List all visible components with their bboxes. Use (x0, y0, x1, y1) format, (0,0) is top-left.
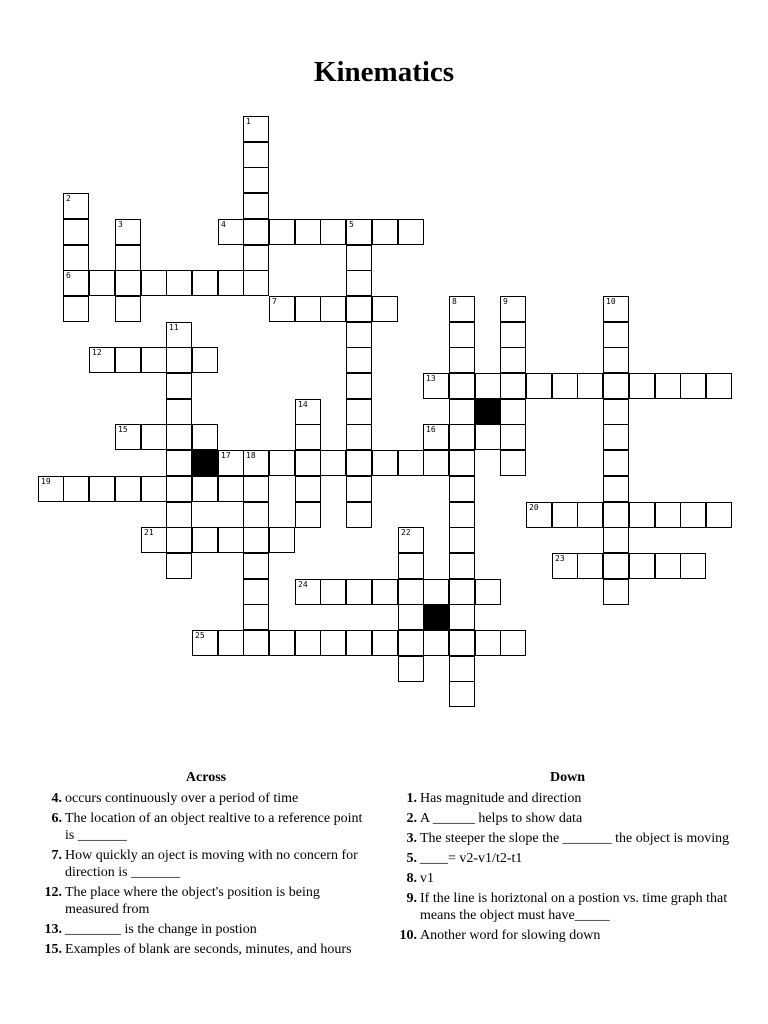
crossword-cell[interactable] (552, 373, 578, 399)
crossword-cell[interactable] (398, 656, 424, 682)
crossword-cell[interactable] (115, 270, 141, 296)
crossword-cell[interactable] (63, 245, 89, 271)
across-heading: Across (185, 770, 227, 785)
across-clue (40, 921, 372, 938)
crossword-cell[interactable] (475, 373, 501, 399)
crossword-cell[interactable] (372, 219, 398, 245)
crossword-cell[interactable] (115, 424, 141, 450)
crossword-cell[interactable] (449, 296, 475, 322)
across-clue (40, 884, 372, 918)
clue-number: 11 (169, 323, 179, 332)
crossword-cell[interactable] (166, 347, 192, 373)
crossword-cell[interactable] (449, 347, 475, 373)
crossword-cell[interactable] (166, 270, 192, 296)
crossword-cell[interactable] (398, 630, 424, 656)
crossword-cell[interactable] (346, 296, 372, 322)
down-clue (395, 850, 740, 867)
crossword-cell[interactable] (629, 373, 655, 399)
crossword-cell[interactable] (500, 373, 526, 399)
crossword-cell[interactable] (449, 399, 475, 425)
crossword-cell[interactable] (603, 579, 629, 605)
clue-number: 13 (426, 374, 436, 383)
clue-text: occurs continuously over a period of time (65, 791, 299, 806)
crossword-cell[interactable] (398, 527, 424, 553)
clue-number-label: 15. (44, 942, 62, 957)
clue-text: Has magnitude and direction (420, 791, 582, 806)
clue-number: 22 (401, 528, 411, 537)
crossword-cell[interactable] (500, 630, 526, 656)
crossword-cell[interactable] (320, 450, 346, 476)
across-clue (40, 810, 372, 844)
clue-text: A ______ helps to show data (420, 811, 583, 826)
clue-text: v1 (420, 871, 434, 886)
crossword-cell[interactable] (295, 476, 321, 502)
crossword-cell[interactable] (500, 399, 526, 425)
crossword-cell[interactable] (398, 604, 424, 630)
clue-number-label: 3. (406, 831, 417, 846)
crossword-cell[interactable] (680, 373, 706, 399)
crossword-cell[interactable] (63, 296, 89, 322)
crossword-cell[interactable] (218, 630, 244, 656)
crossword-cell[interactable] (192, 424, 218, 450)
clue-number: 10 (606, 297, 616, 306)
clue-number: 25 (195, 631, 205, 640)
crossword-cell[interactable] (346, 270, 372, 296)
crossword-cell[interactable] (295, 450, 321, 476)
crossword-cell[interactable] (423, 373, 449, 399)
crossword-cell[interactable] (449, 322, 475, 348)
crossword-cell[interactable] (115, 296, 141, 322)
down-clue (395, 810, 740, 827)
crossword-cell[interactable] (63, 476, 89, 502)
crossword-cell[interactable] (706, 373, 732, 399)
clue-number: 20 (529, 503, 539, 512)
clue-text: How quickly an oject is moving with no concern for direction is _______ (65, 848, 358, 880)
crossword-cell[interactable] (243, 193, 269, 219)
crossword-cell[interactable] (346, 450, 372, 476)
crossword-cell[interactable] (38, 476, 64, 502)
crossword-cell[interactable] (655, 373, 681, 399)
page-title: Kinematics (313, 56, 455, 88)
crossword-cell[interactable] (320, 630, 346, 656)
clue-number: 15 (118, 425, 128, 434)
crossword-cell[interactable] (192, 630, 218, 656)
crossword-cell[interactable] (243, 527, 269, 553)
crossword-cell[interactable] (346, 424, 372, 450)
crossword-cell[interactable] (577, 373, 603, 399)
crossword-cell[interactable] (423, 630, 449, 656)
clue-number: 9 (503, 297, 508, 306)
clue-number-label: 4. (51, 791, 62, 806)
crossword-cell[interactable] (449, 579, 475, 605)
clue-number-label: 13. (44, 922, 62, 937)
crossword-cell[interactable] (346, 399, 372, 425)
crossword-cell[interactable] (166, 424, 192, 450)
clue-number: 18 (246, 451, 256, 460)
crossword-cell[interactable] (166, 373, 192, 399)
clue-number: 23 (555, 554, 565, 563)
crossword-cell[interactable] (115, 347, 141, 373)
crossword-cell[interactable] (346, 373, 372, 399)
clue-number-label: 8. (406, 871, 417, 886)
crossword-cell[interactable] (552, 502, 578, 528)
clue-number: 2 (66, 194, 71, 203)
crossword-cell[interactable] (141, 347, 167, 373)
clue-number: 6 (66, 271, 71, 280)
crossword-cell[interactable] (603, 347, 629, 373)
crossword-cell[interactable] (449, 604, 475, 630)
clue-number: 8 (452, 297, 457, 306)
crossword-cell[interactable] (295, 219, 321, 245)
crossword-cell[interactable] (346, 579, 372, 605)
clue-text: The place where the object's position is being measured from (65, 885, 320, 917)
crossword-cell[interactable] (192, 476, 218, 502)
crossword-cell[interactable] (603, 502, 629, 528)
down-clue (395, 890, 740, 924)
crossword-cell[interactable] (603, 373, 629, 399)
crossword-cell[interactable] (500, 322, 526, 348)
crossword-cell[interactable] (500, 296, 526, 322)
crossword-cell[interactable] (500, 347, 526, 373)
clue-text: ____= v2-v1/t2-t1 (420, 851, 523, 866)
crossword-cell[interactable] (603, 476, 629, 502)
clue-number: 17 (221, 451, 231, 460)
crossword-cell[interactable] (706, 502, 732, 528)
clue-number: 3 (118, 220, 123, 229)
crossword-cell[interactable] (475, 579, 501, 605)
crossword-cell[interactable] (243, 270, 269, 296)
down-clue (395, 870, 740, 887)
across-clue-list (40, 790, 372, 958)
crossword-cell[interactable] (320, 296, 346, 322)
clue-number-label: 7. (51, 848, 62, 863)
crossword-cell[interactable] (243, 116, 269, 142)
crossword-cell[interactable] (218, 219, 244, 245)
crossword-cell[interactable] (243, 630, 269, 656)
clue-number: 19 (41, 477, 51, 486)
clue-number-label: 10. (399, 928, 417, 943)
crossword-cell[interactable] (449, 630, 475, 656)
crossword-cell[interactable] (115, 219, 141, 245)
across-clue (40, 790, 372, 807)
crossword-cell[interactable] (295, 579, 321, 605)
crossword-cell[interactable] (449, 424, 475, 450)
crossword-cell[interactable] (269, 219, 295, 245)
crossword-cell[interactable] (115, 476, 141, 502)
crossword-cell[interactable] (552, 553, 578, 579)
crossword-cell[interactable] (243, 219, 269, 245)
black-cell (423, 604, 449, 630)
down-clue (395, 830, 740, 847)
crossword-cell[interactable] (603, 450, 629, 476)
crossword-cell[interactable] (192, 527, 218, 553)
crossword-cell[interactable] (166, 527, 192, 553)
crossword-cell[interactable] (680, 502, 706, 528)
crossword-cell[interactable] (243, 476, 269, 502)
crossword-cell[interactable] (372, 579, 398, 605)
crossword-cell[interactable] (115, 245, 141, 271)
crossword-cell[interactable] (475, 424, 501, 450)
crossword-cell[interactable] (449, 681, 475, 707)
crossword-cell[interactable] (680, 553, 706, 579)
clue-number-label: 9. (406, 891, 417, 906)
crossword-cell[interactable] (269, 450, 295, 476)
crossword-cell[interactable] (423, 450, 449, 476)
crossword-cell[interactable] (449, 502, 475, 528)
crossword-cell[interactable] (63, 219, 89, 245)
crossword-cell[interactable] (603, 296, 629, 322)
crossword-cell[interactable] (243, 553, 269, 579)
crossword-cell[interactable] (192, 270, 218, 296)
crossword-cell[interactable] (346, 322, 372, 348)
clue-number: 4 (221, 220, 226, 229)
crossword-cell[interactable] (243, 450, 269, 476)
crossword-cell[interactable] (243, 245, 269, 271)
clue-number: 7 (272, 297, 277, 306)
black-cell (192, 450, 218, 476)
crossword-cell[interactable] (295, 502, 321, 528)
crossword-cell[interactable] (89, 476, 115, 502)
crossword-cell[interactable] (141, 424, 167, 450)
crossword-cell[interactable] (89, 270, 115, 296)
crossword-cell[interactable] (629, 502, 655, 528)
crossword-cell[interactable] (655, 502, 681, 528)
clue-text: Another word for slowing down (420, 928, 601, 943)
crossword-cell[interactable] (166, 476, 192, 502)
crossword-cell[interactable] (577, 553, 603, 579)
crossword-cell[interactable] (243, 604, 269, 630)
crossword-cell[interactable] (449, 553, 475, 579)
crossword-cell[interactable] (63, 270, 89, 296)
across-clue (40, 941, 372, 958)
crossword-cell[interactable] (346, 476, 372, 502)
crossword-cell[interactable] (218, 476, 244, 502)
crossword-cell[interactable] (243, 502, 269, 528)
down-clues (395, 770, 740, 947)
crossword-cell[interactable] (526, 373, 552, 399)
clue-number-label: 6. (51, 811, 62, 826)
crossword-cell[interactable] (449, 450, 475, 476)
clue-number-label: 2. (406, 811, 417, 826)
across-clues (40, 770, 372, 961)
crossword-cell[interactable] (218, 270, 244, 296)
clue-text: Examples of blank are seconds, minutes, and hours (65, 942, 352, 957)
crossword-cell[interactable] (346, 219, 372, 245)
clue-text: The location of an object realtive to a reference point is _______ (65, 811, 363, 843)
crossword-cell[interactable] (218, 527, 244, 553)
clue-number-label: 1. (406, 791, 417, 806)
crossword-cell[interactable] (603, 424, 629, 450)
crossword-cell[interactable] (603, 527, 629, 553)
crossword-cell[interactable] (243, 579, 269, 605)
clue-number-label: 12. (44, 885, 62, 900)
crossword-cell[interactable] (320, 579, 346, 605)
crossword-cell[interactable] (449, 373, 475, 399)
crossword-cell[interactable] (269, 527, 295, 553)
crossword-cell[interactable] (141, 476, 167, 502)
crossword-cell[interactable] (243, 142, 269, 168)
clue-number: 24 (298, 580, 308, 589)
crossword-cell[interactable] (398, 219, 424, 245)
crossword-cell[interactable] (500, 424, 526, 450)
crossword-cell[interactable] (141, 270, 167, 296)
crossword-cell[interactable] (372, 630, 398, 656)
crossword-cell[interactable] (218, 450, 244, 476)
crossword-cell[interactable] (603, 322, 629, 348)
down-clue (395, 927, 740, 944)
crossword-cell[interactable] (141, 527, 167, 553)
crossword-cell[interactable] (295, 296, 321, 322)
clue-number: 12 (92, 348, 102, 357)
crossword-cell[interactable] (269, 296, 295, 322)
down-heading: Down (549, 770, 585, 785)
clue-number: 21 (144, 528, 154, 537)
clue-number: 16 (426, 425, 436, 434)
crossword-cell[interactable] (243, 167, 269, 193)
crossword-cell[interactable] (629, 553, 655, 579)
crossword-cell[interactable] (346, 502, 372, 528)
crossword-cell[interactable] (295, 399, 321, 425)
crossword-cell[interactable] (295, 424, 321, 450)
crossword-cell[interactable] (398, 553, 424, 579)
crossword-cell[interactable] (398, 579, 424, 605)
crossword-cell[interactable] (63, 193, 89, 219)
crossword-cell[interactable] (166, 553, 192, 579)
crossword-cell[interactable] (166, 322, 192, 348)
crossword-cell[interactable] (655, 553, 681, 579)
crossword-cell[interactable] (269, 630, 295, 656)
black-cell (475, 399, 501, 425)
crossword-cell[interactable] (372, 296, 398, 322)
clue-number-label: 5. (406, 851, 417, 866)
clue-text: The steeper the slope the _______ the object is moving (420, 831, 730, 846)
crossword-cell[interactable] (166, 399, 192, 425)
crossword-cell[interactable] (166, 502, 192, 528)
crossword-cell[interactable] (320, 219, 346, 245)
crossword-cell[interactable] (449, 656, 475, 682)
crossword-cell[interactable] (346, 245, 372, 271)
down-clue-list (395, 790, 740, 944)
crossword-cell[interactable] (89, 347, 115, 373)
down-clue (395, 790, 740, 807)
crossword-cell[interactable] (500, 450, 526, 476)
crossword-cell[interactable] (295, 630, 321, 656)
crossword-cell[interactable] (423, 424, 449, 450)
crossword-cell[interactable] (449, 527, 475, 553)
crossword-cell[interactable] (475, 630, 501, 656)
crossword-cell[interactable] (603, 399, 629, 425)
crossword-cell[interactable] (346, 347, 372, 373)
clue-number: 14 (298, 400, 308, 409)
across-clue (40, 847, 372, 881)
crossword-cell[interactable] (449, 476, 475, 502)
crossword-cell[interactable] (577, 502, 603, 528)
crossword-cell[interactable] (398, 450, 424, 476)
clue-number: 5 (349, 220, 354, 229)
crossword-cell[interactable] (603, 553, 629, 579)
clue-text: ________ is the change in postion (65, 922, 257, 937)
clue-text: If the line is horiztonal on a postion vs. time graph that means the object must have_____ (420, 891, 728, 923)
crossword-cell[interactable] (192, 347, 218, 373)
clue-number: 1 (246, 117, 251, 126)
crossword-cell[interactable] (423, 579, 449, 605)
crossword-cell[interactable] (166, 450, 192, 476)
crossword-cell[interactable] (346, 630, 372, 656)
crossword-cell[interactable] (526, 502, 552, 528)
crossword-cell[interactable] (372, 450, 398, 476)
